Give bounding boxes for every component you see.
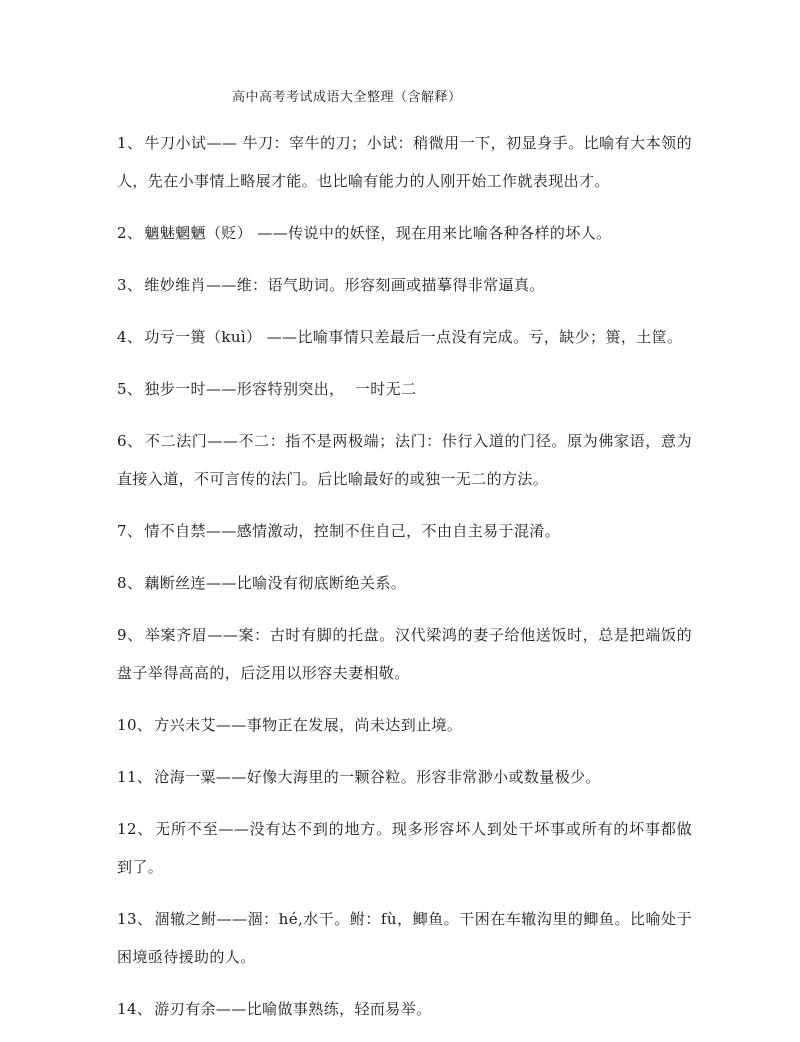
idiom-list xyxy=(117,124,692,1042)
entry-text: 藕断丝连——比喻没有彻底断绝关系。 xyxy=(144,574,407,592)
document-title: 高中高考考试成语大全整理（含解释） xyxy=(232,90,462,105)
entry-number: 6、 xyxy=(117,432,143,450)
entry-text: 魑魅魍魉（贬） ——传说中的妖怪，现在用来比喻各种各样的坏人。 xyxy=(144,224,612,242)
idiom-entry xyxy=(117,422,692,498)
entry-number: 13、 xyxy=(117,910,153,928)
entry-number: 10、 xyxy=(117,716,153,734)
entry-text: 牛刀小试—— 牛刀：宰牛的刀；小试：稍微用一下，初显身手。比喻有大本领的人，先在小事情上略展才能。也比喻有能力的人刚开始工作就表现出才。 xyxy=(117,134,693,190)
entry-text: 沧海一粟——好像大海里的一颗谷粒。形容非常渺小或数量极少。 xyxy=(154,768,601,786)
entry-number: 9、 xyxy=(117,626,143,644)
entry-text: 方兴未艾——事物正在发展，尚未达到止境。 xyxy=(154,716,463,734)
idiom-entry xyxy=(117,706,692,744)
entry-number: 4、 xyxy=(117,328,143,346)
entry-number: 5、 xyxy=(117,380,143,398)
entry-text: 无所不至——没有达不到的地方。现多形容坏人到处干坏事或所有的坏事都做到了。 xyxy=(117,820,692,876)
entry-number: 3、 xyxy=(117,276,143,294)
idiom-entry xyxy=(117,990,692,1028)
idiom-entry xyxy=(117,266,692,304)
entry-text: 不二法门——不二：指不是两极端；法门：佧行入道的门径。原为佛家语，意为直接入道，不可言传的法门。后比喻最好的或独一无二的方法。 xyxy=(117,432,692,488)
entry-number: 2、 xyxy=(117,224,143,242)
idiom-entry xyxy=(117,810,692,886)
entry-number: 1、 xyxy=(117,134,143,152)
entry-text: 维妙维肖——维：语气助词。形容刻画或描摹得非常逼真。 xyxy=(144,276,545,294)
idiom-entry xyxy=(117,512,692,550)
entry-number: 12、 xyxy=(117,820,154,838)
idiom-entry xyxy=(117,124,692,200)
idiom-entry xyxy=(117,900,692,976)
entry-text: 功亏一篑（kuì） ——比喻事情只差最后一点没有完成。亏，缺少；篑，土筐。 xyxy=(144,328,683,346)
entry-text: 举案齐眉——案：古时有脚的托盘。汉代梁鸿的妻子给他送饭时，总是把端饭的盘子举得高高的，后泛用以形容夫妻相敬。 xyxy=(117,626,692,682)
entry-text: 涸辙之鲋——涸：hé,水干。鲋：fù，鲫鱼。干困在车辙沟里的鲫鱼。比喻处于困境亟待援助的人。 xyxy=(117,910,692,966)
idiom-entry xyxy=(117,318,692,356)
entry-number: 11、 xyxy=(117,768,153,786)
idiom-entry xyxy=(117,214,692,252)
idiom-entry xyxy=(117,758,692,796)
entry-number: 7、 xyxy=(117,522,143,540)
entry-text: 情不自禁——感情激动，控制不住自己，不由自主易于混淆。 xyxy=(144,522,561,540)
entry-number: 14、 xyxy=(117,1000,153,1018)
idiom-entry xyxy=(117,370,692,408)
idiom-entry xyxy=(117,616,692,692)
idiom-entry xyxy=(117,564,692,602)
entry-text: 独步一时——形容特别突出， 一时无二 xyxy=(144,380,417,398)
entry-text: 游刃有余——比喻做事熟练，轻而易举。 xyxy=(154,1000,432,1018)
entry-number: 8、 xyxy=(117,574,143,592)
